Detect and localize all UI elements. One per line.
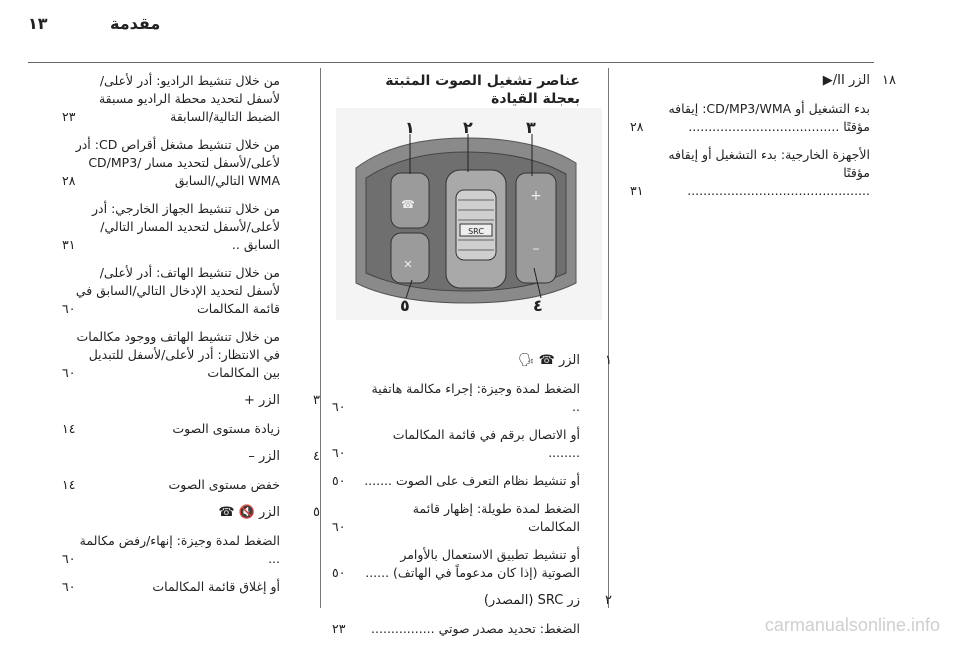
svg-text:☎: ☎ xyxy=(401,198,415,211)
key-heading: ١٨ الزر II/▶ xyxy=(822,73,896,88)
mute-end-call-icon: 🔇 ☎ xyxy=(218,505,255,520)
list-item: أو إغلاق قائمة المكالمات ٦٠ xyxy=(62,579,280,594)
callout-3: ٣ xyxy=(526,118,536,137)
list-item: الضغط لمدة وجيزة: إنهاء/رفض مكالمة ... ٦٠ xyxy=(62,533,280,566)
svg-text:–: – xyxy=(532,241,540,257)
key-heading: ٣ الزر + xyxy=(243,393,320,408)
list-item: أو تنشيط تطبيق الاستعمال بالأوامر الصوتية (إذا كان مدعوماً في الهاتف) ...... ٥٠ xyxy=(332,547,580,580)
left-column xyxy=(62,72,320,606)
list-item: بدء التشغيل أو CD/MP3/WMA: إيقافه مؤقتًا ...................................... ٢٨ xyxy=(630,101,870,134)
key-heading: ٢ زر SRC (المصدر) xyxy=(483,593,612,608)
header-rule xyxy=(28,62,874,63)
list-item: خفض مستوى الصوت ١٤ xyxy=(62,477,280,492)
page-number: ١٣ xyxy=(28,14,48,33)
right-column xyxy=(630,72,896,210)
steering-wheel-controls-illustration xyxy=(336,108,602,320)
key-heading: ٥ الزر 🔇 ☎ xyxy=(218,505,320,520)
list-item: من خلال تنشيط الهاتف ووجود مكالمات في الانتظار: أدر لأعلى/لأسفل للتبديل بين المكالمات ٦٠ xyxy=(62,329,280,380)
list-item: من خلال تنشيط الراديو: أدر لأعلى/ لأسفل لتحديد محطة الراديو مسبقة الضبط التالية/السابقة ٢٣ xyxy=(62,73,280,124)
list-item: الضغط لمدة وجيزة: إجراء مكالمة هاتفية .. ٦٠ xyxy=(332,381,580,414)
column-divider xyxy=(320,68,321,608)
list-item: زيادة مستوى الصوت ١٤ xyxy=(62,421,280,436)
key-heading: ٤ الزر – xyxy=(248,449,320,464)
svg-text:SRC: SRC xyxy=(468,227,484,236)
watermark: carmanualsonline.info xyxy=(764,615,940,635)
list-item: من خلال تنشيط الجهاز الخارجي: أدر لأعلى/لأسفل لتحديد المسار التالي/السابق .. ٣١ xyxy=(62,201,280,252)
column-divider xyxy=(608,68,609,608)
svg-text:+: + xyxy=(530,188,542,204)
callout-4: ٤ xyxy=(533,296,543,315)
list-item: أو تنشيط نظام التعرف على الصوت ....... ٥٠ xyxy=(332,473,580,488)
callout-1: ١ xyxy=(405,118,415,137)
callout-5: ٥ xyxy=(400,296,410,315)
key-heading: ١ الزر ☎ 🗣 xyxy=(517,353,612,368)
section-title: عناصر تشغيل الصوت المثبتة بعجلة القيادة xyxy=(385,73,580,107)
page-title: مقدمة xyxy=(110,14,161,33)
list-item: الضغط: تحديد مصدر صوتي ................ ٢٣ xyxy=(332,621,580,636)
list-item: الضغط لمدة طويلة: إظهار قائمة المكالمات ٦٠ xyxy=(332,501,580,534)
list-item: من خلال تنشيط مشغل أقراص CD: أدر لأعلى/لأسفل لتحديد مسار CD/MP3/ WMA التالي/السابق ٢٨ xyxy=(62,137,280,188)
list-item: الأجهزة الخارجية: بدء التشغيل أو إيقافه مؤقتًا .............................................. ٣١ xyxy=(630,147,870,198)
list-item: أو الاتصال برقم في قائمة المكالمات ........ ٦٠ xyxy=(332,427,580,460)
callout-2: ٢ xyxy=(463,118,473,137)
voice-call-icon: ☎ 🗣 xyxy=(517,353,555,368)
svg-text:✕: ✕ xyxy=(403,258,413,271)
list-item: من خلال تنشيط الهاتف: أدر لأعلى/ لأسفل لتحديد الإدخال التالي/السابق في قائمة المكالمات ٦٠ xyxy=(62,265,280,316)
